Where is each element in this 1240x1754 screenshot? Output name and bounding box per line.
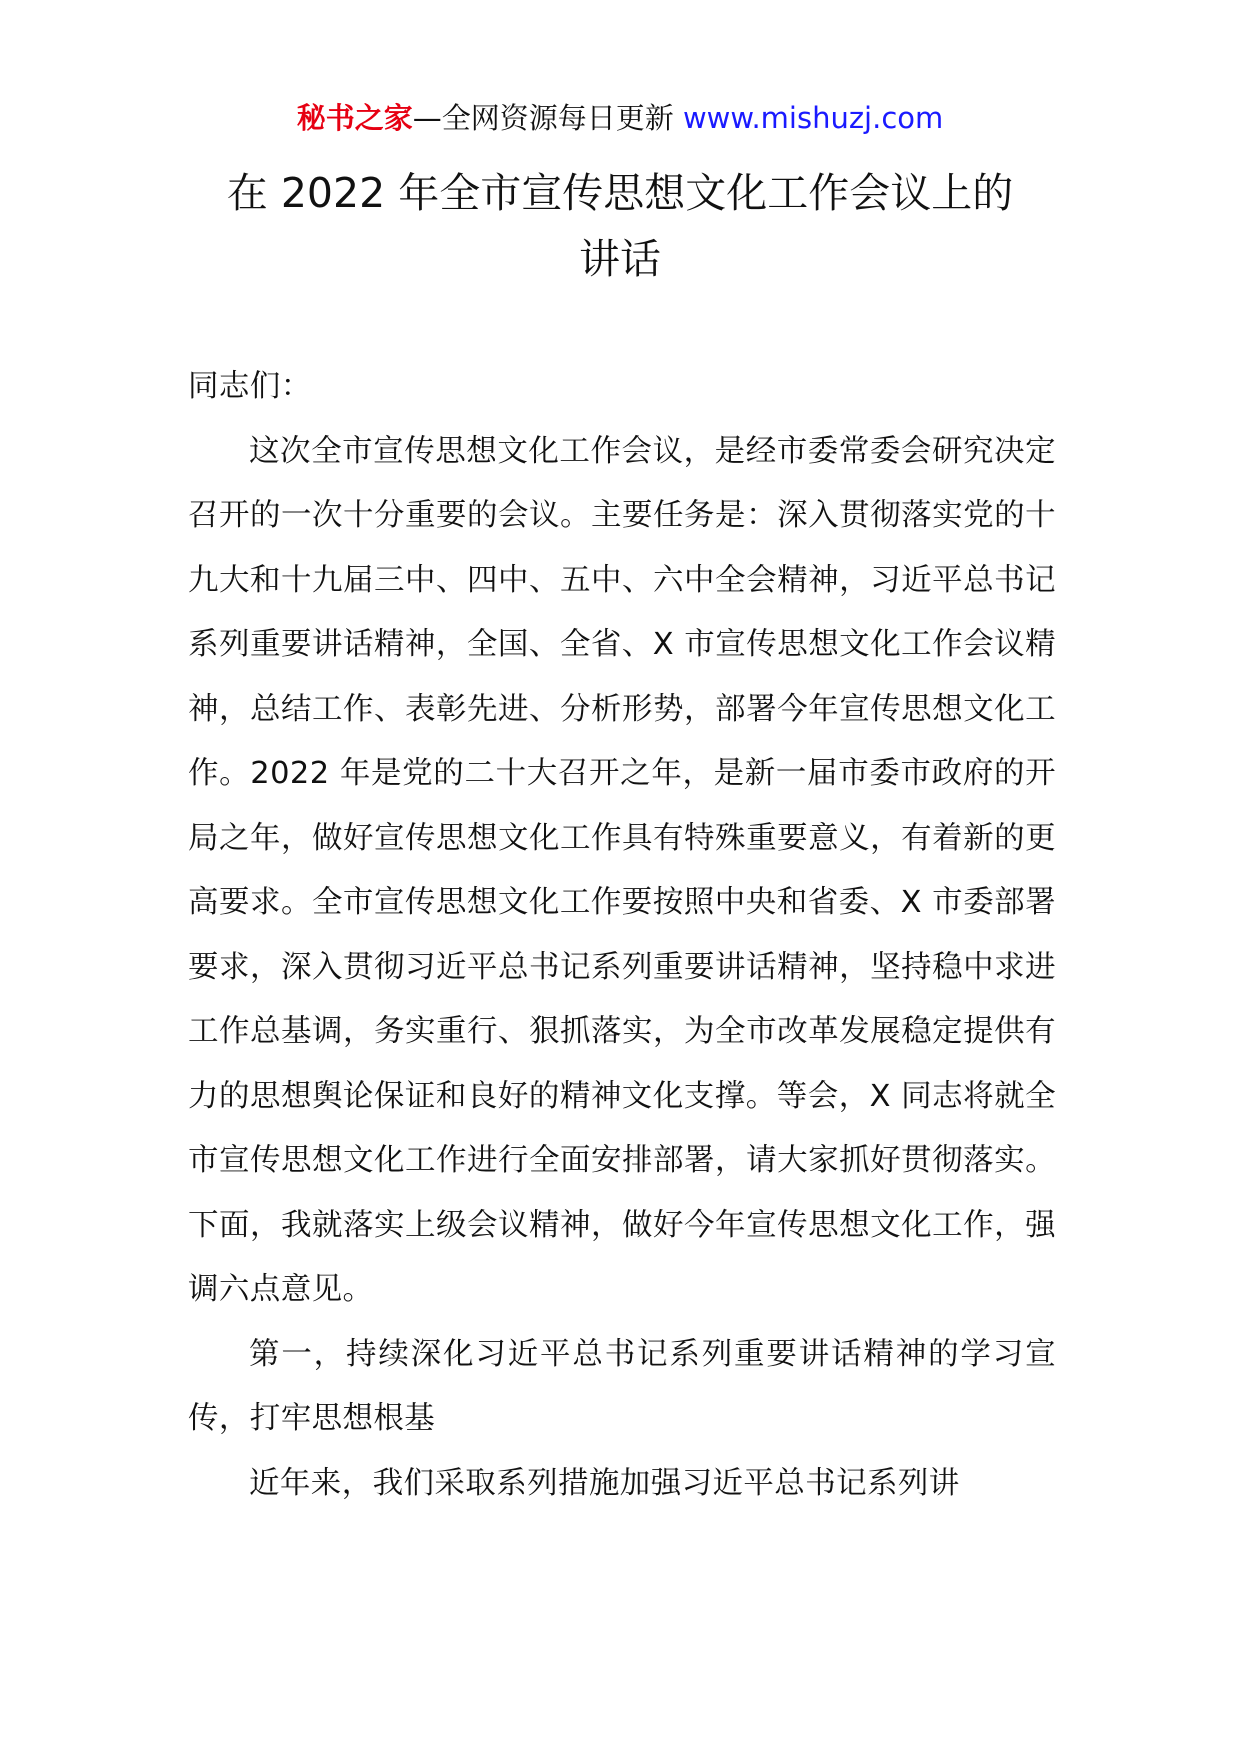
brand-name: 秘书之家 [296,101,413,135]
section-heading-1: 第一，持续深化习近平总书记系列重要讲话精神的学习宣传，打牢思想根基 [188,1336,1056,1436]
document-title [150,160,1090,292]
site-link[interactable]: www.mishuzj.com [682,101,944,135]
site-header [0,98,1240,138]
document-body [188,355,1056,1516]
paragraph-2: 近年来，我们采取系列措施加强习近平总书记系列讲 [249,1465,960,1501]
title-line-2: 讲话 [579,235,661,283]
header-slogan: —全网资源每日更新 [412,101,674,135]
title-line-1: 在 2022 年全市宣传思想文化工作会议上的 [226,169,1014,217]
paragraph-1: 这次全市宣传思想文化工作会议，是经市委常委会研究决定召开的一次十分重要的会议。主要任务是：深入贯彻落实党的十九大和十九届三中、四中、五中、六中全会精神，习近平总书记系列重要讲话精神，全国、全省、X 市宣传思想文化工作会议精神，总结工作、表彰先进、分析形势，部署今年宣传思想文化工作。2022 年是党的二十大召开之年，是新一届市委市政府的开局之年，做好宣传思想文化工作具有特殊重要意义，有着新的更高要求。全市宣传思想文化工作要按照中央和省委、X 市委部署要求，深入贯彻习近平总书记系列重要讲话精神，坚持稳中求进工作总基调，务实重行、狠抓落实，为全市改革发展稳定提供有力的思想舆论保证和良好的精神文化支撑。等会，X 同志将就全市宣传思想文化工作进行全面安排部署，请大家抓好贯彻落实。下面，我就落实上级会议精神，做好今年宣传思想文化工作，强调六点意见。 [188,433,1056,1307]
greeting: 同志们： [188,369,312,404]
